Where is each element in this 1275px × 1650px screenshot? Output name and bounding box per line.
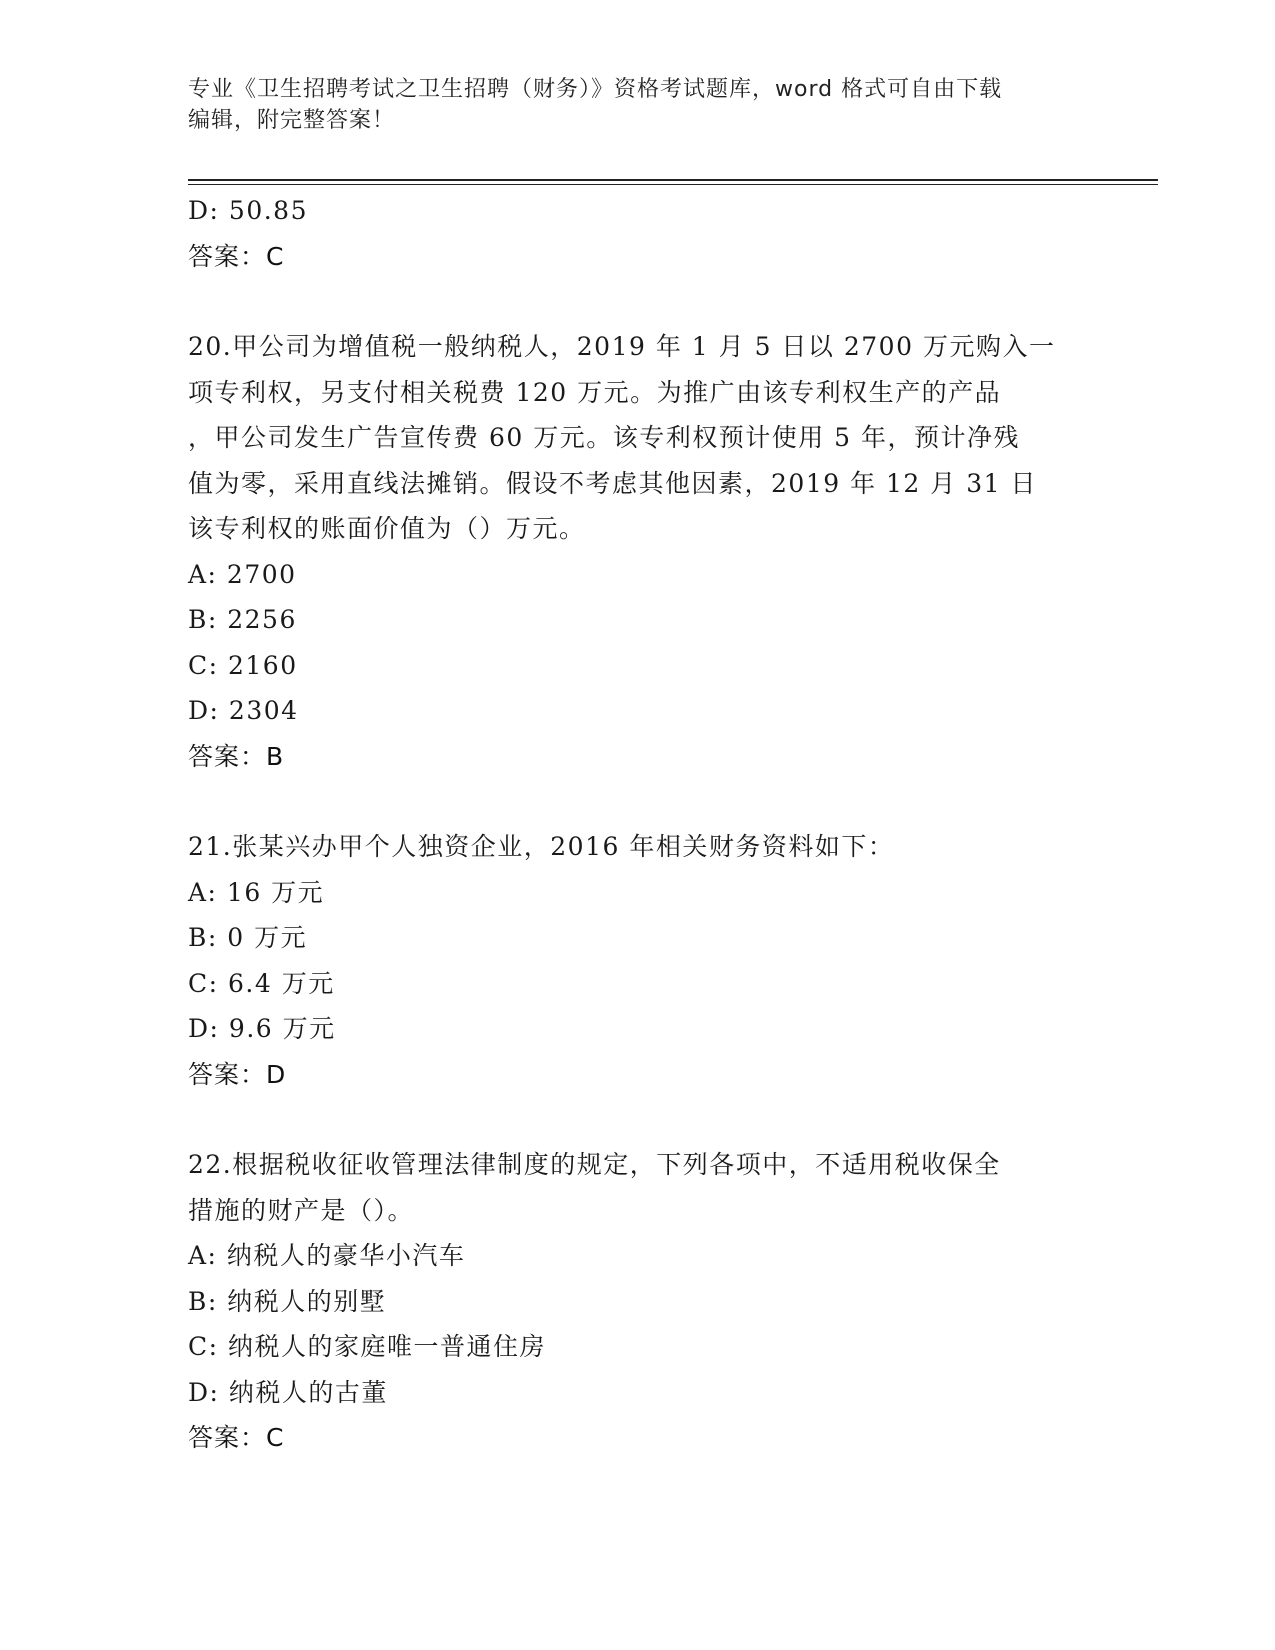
option-d: D: 9.6 万元 (188, 1014, 336, 1043)
answer-line: 答案：C (188, 241, 285, 271)
question-stem-line: 该专利权的账面价值为（）万元。 (188, 514, 586, 543)
option-a: A: 2700 (188, 559, 297, 589)
answer-line: 答案：D (188, 1059, 287, 1089)
option-a: A: 16 万元 (188, 877, 325, 907)
option-b: B: 0 万元 (188, 923, 308, 952)
question-stem-line: ，甲公司发生广告宣传费 60 万元。该专利权预计使用 5 年，预计净残 (188, 423, 1021, 452)
option-c: C: 纳税人的家庭唯一普通住房 (188, 1332, 546, 1361)
header-line-1: 专业《卫生招聘考试之卫生招聘（财务）》资格考试题库，word 格式可自由下载 (188, 77, 1003, 102)
previous-question-tail (188, 188, 1088, 279)
question-stem-line: 22.根据税收征收管理法律制度的规定，下列各项中，不适用税收保全 (188, 1150, 1001, 1179)
header-line-2: 编辑，附完整答案！ (188, 108, 396, 133)
document-header (188, 74, 1088, 136)
option-b: B: 纳税人的别墅 (188, 1286, 387, 1316)
option-d: D: 2304 (188, 696, 299, 725)
header-divider-thick (188, 179, 1158, 181)
answer-line: 答案：B (188, 741, 285, 771)
option-d: D: 50.85 (188, 196, 308, 225)
question-stem-line: 项专利权，另支付相关税费 120 万元。为推广由该专利权生产的产品 (188, 377, 1002, 407)
question-stem-line: 21.张某兴办甲个人独资企业，2016 年相关财务资料如下： (188, 832, 895, 861)
option-a: A: 纳税人的豪华小汽车 (188, 1241, 466, 1270)
option-c: C: 6.4 万元 (188, 968, 335, 998)
question-stem-line: 值为零，采用直线法摊销。假设不考虑其他因素，2019 年 12 月 31 日 (188, 468, 1037, 498)
question-21 (188, 824, 1088, 1097)
document-body (188, 188, 1088, 1461)
question-20 (188, 324, 1088, 779)
option-b: B: 2256 (188, 605, 297, 634)
answer-line: 答案：C (188, 1423, 285, 1452)
option-c: C: 2160 (188, 650, 298, 680)
question-22 (188, 1142, 1088, 1461)
question-stem-line: 20.甲公司为增值税一般纳税人，2019 年 1 月 5 日以 2700 万元购入一 (188, 332, 1056, 361)
question-stem-line: 措施的财产是（）。 (188, 1195, 415, 1225)
option-d: D: 纳税人的古董 (188, 1377, 388, 1407)
header-divider-thin (188, 184, 1158, 185)
